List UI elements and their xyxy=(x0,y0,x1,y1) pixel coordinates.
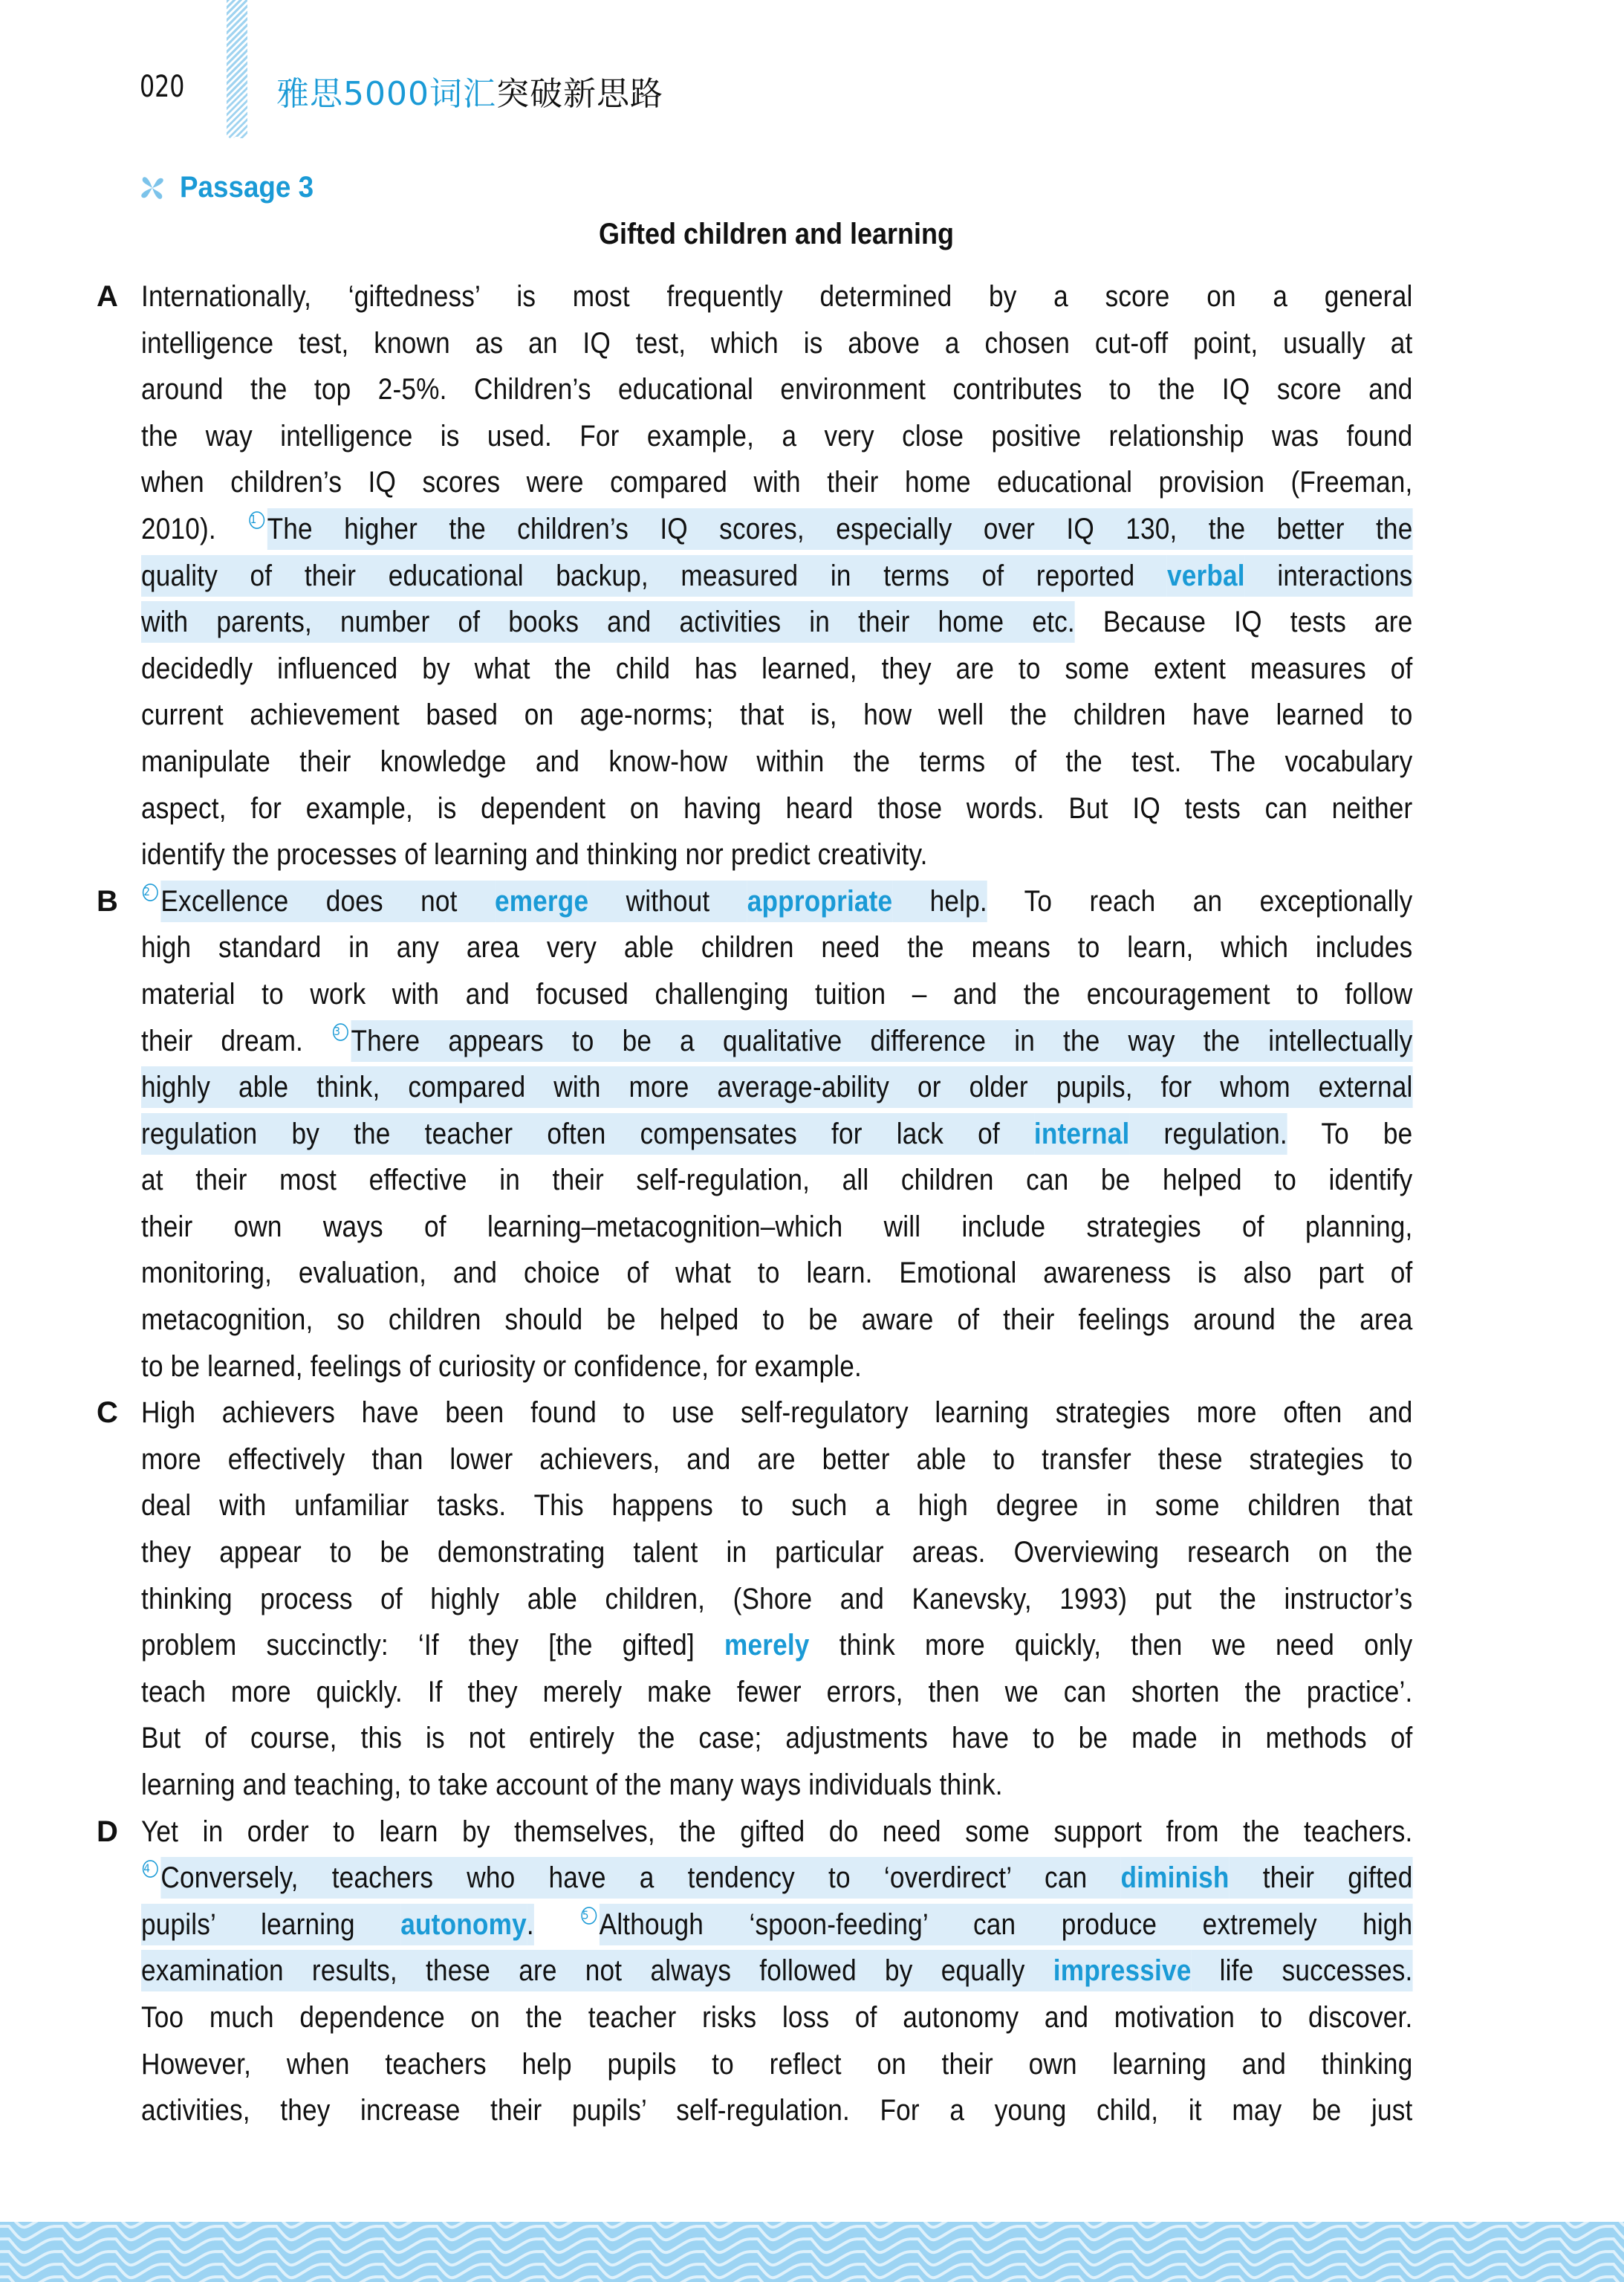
text-span: intelligence test, known as an IQ test, which is above a chosen cut-off point, usually at xyxy=(141,326,1413,360)
text-line xyxy=(141,1064,1412,1111)
passage-heading xyxy=(140,171,325,204)
paragraph-a xyxy=(97,273,1413,878)
text-line xyxy=(141,1622,1412,1669)
highlighted-sentence: Although ‘spoon-feeding’ can produce extremely high xyxy=(600,1904,1413,1945)
text-line xyxy=(141,1669,1412,1716)
highlighted-sentence: interactions xyxy=(1245,555,1413,597)
text-span: at their most effective in their self-regulation, all children can be helped to identify xyxy=(141,1164,1413,1197)
article-title: Gifted children and learning xyxy=(598,218,955,250)
text-line xyxy=(141,599,1412,646)
page-number: 020 xyxy=(140,70,185,104)
text-line xyxy=(141,459,1412,506)
text-line xyxy=(141,1436,1412,1483)
text-span: their own ways of learning–metacognition–which will include strategies of planning, xyxy=(141,1210,1413,1243)
text-line xyxy=(141,1809,1412,1855)
keyword: verbal xyxy=(1167,555,1245,597)
circled-number-icon: 4 xyxy=(143,1860,158,1878)
highlighted-sentence: quality of their educational backup, measured in terms of reported xyxy=(141,555,1167,597)
text-span: learning and teaching, to take account of the many ways individuals think. xyxy=(141,1769,1003,1801)
text-span: Yet in order to learn by themselves, the gifted do need some support from the teachers. xyxy=(141,1815,1413,1848)
text-span: they appear to be demonstrating talent in particular areas. Overviewing research on the xyxy=(141,1536,1413,1569)
paragraph-b xyxy=(97,878,1413,1390)
book-title-highlight: 雅思5000词汇 xyxy=(276,75,496,113)
text-line xyxy=(141,273,1412,320)
circled-number-icon: 3 xyxy=(333,1023,348,1041)
paragraph-letter: A xyxy=(97,280,118,313)
text-span: Too much dependence on the teacher risks loss of autonomy and motivation to discover. xyxy=(141,2000,1413,2034)
text-span: deal with unfamiliar tasks. This happens to such a high degree in some children that xyxy=(141,1489,1413,1523)
highlighted-sentence: Conversely, teachers who have a tendency to ‘overdirect’ can xyxy=(160,1857,1120,1899)
text-line xyxy=(141,1157,1412,1204)
highlighted-sentence: pupils’ learning xyxy=(141,1904,400,1945)
paragraph-d xyxy=(97,1809,1413,2134)
keyword: autonomy xyxy=(400,1904,527,1945)
paragraph-letter: B xyxy=(97,884,118,918)
text-span: current achievement based on age-norms; that is, how well the children have learned to xyxy=(141,698,1413,732)
keyword: emerge xyxy=(495,881,588,922)
text-span: To reach an exceptionally xyxy=(987,884,1413,918)
text-span: their dream. xyxy=(141,1024,332,1057)
text-span: activities, they increase their pupils’ self-regulation. For a young child, it may be just xyxy=(141,2094,1413,2127)
text-line xyxy=(141,1762,1412,1809)
wave-pattern-icon xyxy=(0,2222,1624,2282)
keyword: diminish xyxy=(1120,1857,1229,1899)
text-line xyxy=(141,1390,1412,1436)
text-span: high standard in any area very able children need the means to learn, which includes xyxy=(141,931,1413,965)
text-span: decidedly influenced by what the child has learned, they are to some extent measures of xyxy=(141,652,1413,685)
text-span: aspect, for example, is dependent on having heard those words. But IQ tests can neither xyxy=(141,791,1413,825)
highlighted-sentence: help. xyxy=(892,881,987,922)
text-line xyxy=(141,646,1412,693)
highlighted-sentence: The higher the children’s IQ scores, especially over IQ 130, the better the xyxy=(267,508,1413,550)
text-line xyxy=(141,1297,1412,1343)
text-line xyxy=(141,878,1412,925)
text-line xyxy=(141,1018,1412,1065)
text-line xyxy=(141,320,1412,367)
text-span: 2010). xyxy=(141,512,248,545)
text-line xyxy=(141,832,1412,878)
wave-line xyxy=(0,2277,1624,2282)
text-line xyxy=(141,1948,1412,1994)
text-span: around the top 2-5%. Children’s educational environment contributes to the IQ score and xyxy=(141,373,1413,406)
text-line xyxy=(141,1529,1412,1576)
text-span: High achievers have been found to use self-regulatory learning strategies more often and xyxy=(141,1396,1413,1430)
text-line xyxy=(141,2041,1412,2088)
text-line xyxy=(141,413,1412,460)
paragraph-letter: D xyxy=(97,1815,118,1848)
text-span: material to work with and focused challenging tuition – and the encouragement to follow xyxy=(141,977,1413,1011)
text-span: Because IQ tests are xyxy=(1074,606,1413,639)
text-span: But of course, this is not entirely the case; adjustments have to be made in methods of xyxy=(141,1722,1413,1755)
passage-label: Passage 3 xyxy=(180,171,314,204)
text-line xyxy=(141,1902,1412,1948)
keyword: appropriate xyxy=(747,881,893,922)
text-span: identify the processes of learning and thinking nor predict creativity. xyxy=(141,838,928,872)
text-line xyxy=(141,1576,1412,1623)
highlighted-sentence: There appears to be a qualitative difference in the way the intellectually xyxy=(351,1020,1412,1062)
keyword: impressive xyxy=(1053,1950,1192,1991)
text-span: To be xyxy=(1287,1117,1413,1150)
text-line xyxy=(141,924,1412,971)
footer-wave-band xyxy=(0,2222,1624,2282)
circled-number-icon: 1 xyxy=(249,511,264,529)
text-line xyxy=(141,2087,1412,2134)
highlighted-sentence: their gifted xyxy=(1230,1857,1413,1899)
highlighted-sentence: with parents, number of books and activities in their home etc. xyxy=(141,601,1075,643)
text-line xyxy=(141,1855,1412,1902)
highlighted-sentence: examination results, these are not always followed by equally xyxy=(141,1950,1053,1991)
book-title xyxy=(276,67,663,114)
article-body xyxy=(97,273,1413,2134)
text-span: monitoring, evaluation, and choice of what to learn. Emotional awareness is also part of xyxy=(141,1257,1413,1290)
text-span: problem succinctly: ‘If they [the gifted] xyxy=(141,1629,725,1662)
text-span xyxy=(534,1908,579,1941)
highlighted-sentence: regulation by the teacher often compensates for lack of xyxy=(141,1113,1034,1155)
text-line xyxy=(141,1111,1412,1158)
text-line xyxy=(141,739,1412,785)
text-line xyxy=(141,1994,1412,2041)
text-span: teach more quickly. If they merely make fewer errors, then we can shorten the practice’. xyxy=(141,1675,1413,1708)
header-decorative-stripe xyxy=(227,0,247,138)
text-line xyxy=(141,1482,1412,1529)
text-span: manipulate their knowledge and know-how within the terms of the test. The vocabulary xyxy=(141,745,1413,778)
highlighted-sentence: . xyxy=(527,1904,534,1945)
text-span: more effectively than lower achievers, and are better able to transfer these strategies to xyxy=(141,1442,1413,1476)
paragraph-letter: C xyxy=(97,1396,118,1430)
text-line xyxy=(141,1343,1412,1390)
text-span: However, when teachers help pupils to reflect on their own learning and thinking xyxy=(141,2047,1413,2081)
highlighted-sentence: highly able think, compared with more average-ability or older pupils, for whom external xyxy=(141,1066,1412,1108)
text-span: think more quickly, then we need only xyxy=(809,1629,1413,1662)
text-line xyxy=(141,1715,1412,1762)
text-span: the way intelligence is used. For example, a very close positive relationship was found xyxy=(141,419,1413,453)
text-span: metacognition, so children should be helped to be aware of their feelings around the area xyxy=(141,1303,1413,1337)
text-line xyxy=(141,692,1412,739)
text-span: to be learned, feelings of curiosity or confidence, for example. xyxy=(141,1349,863,1383)
paragraph-c xyxy=(97,1390,1413,1808)
text-line xyxy=(141,366,1412,413)
text-span: Internationally, ‘giftedness’ is most frequently determined by a score on a general xyxy=(141,280,1413,313)
highlighted-sentence: Excellence does not xyxy=(160,881,495,922)
clover-cross-icon xyxy=(140,175,165,201)
book-title-rest: 突破新思路 xyxy=(496,75,663,113)
text-line xyxy=(141,506,1412,553)
text-line xyxy=(141,1250,1412,1297)
text-line xyxy=(141,553,1412,600)
text-span: thinking process of highly able children, (Shore and Kanevsky, 1993) put the instructor’s xyxy=(141,1582,1413,1615)
highlighted-sentence: life successes. xyxy=(1191,1950,1412,1991)
text-span: when children’s IQ scores were compared with their home educational provision (Freeman, xyxy=(141,466,1413,499)
highlighted-sentence: regulation. xyxy=(1129,1113,1287,1155)
circled-number-icon: 5 xyxy=(581,1907,597,1925)
text-line xyxy=(141,785,1412,832)
text-line xyxy=(141,1204,1412,1251)
highlighted-sentence: without xyxy=(588,881,747,922)
text-line xyxy=(141,971,1412,1018)
keyword: internal xyxy=(1034,1113,1130,1155)
keyword: merely xyxy=(724,1629,810,1662)
circled-number-icon: 2 xyxy=(143,884,158,901)
